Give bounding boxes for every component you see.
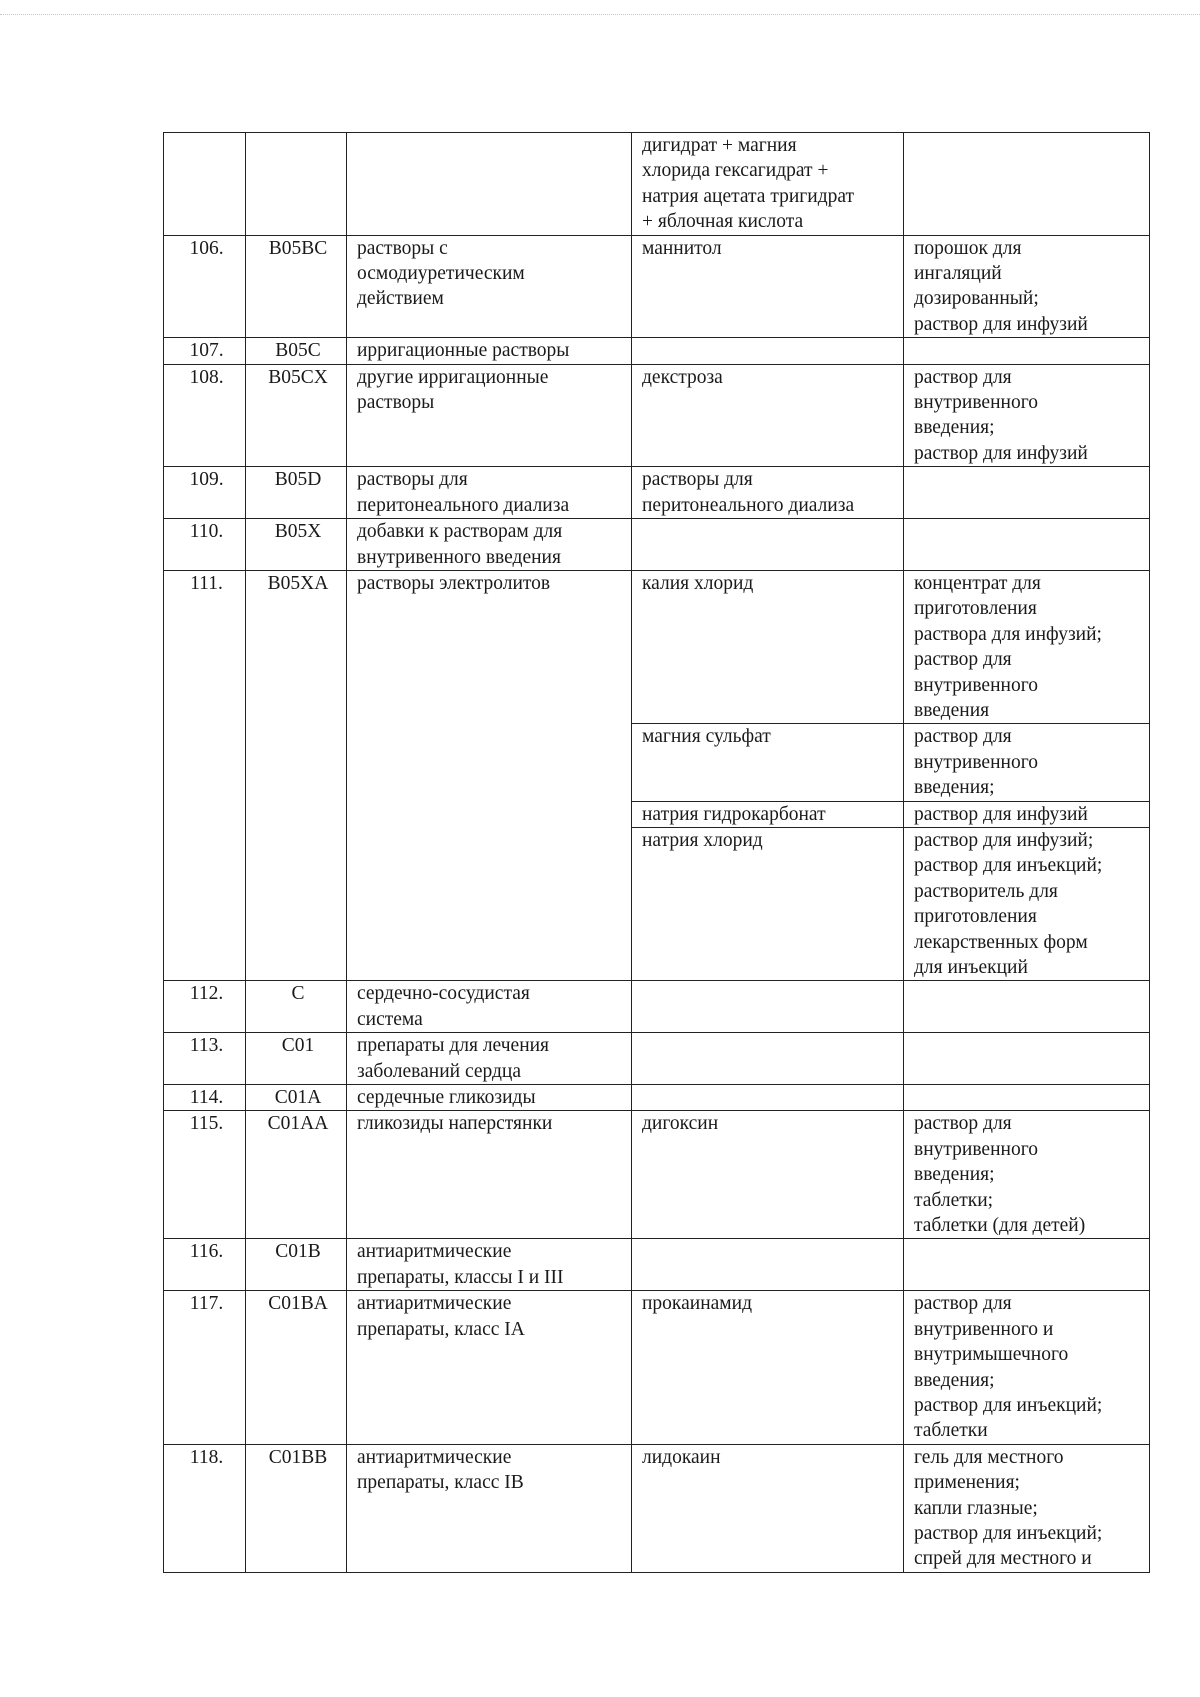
atc-code-cell: C01BA bbox=[246, 1291, 347, 1444]
substance-name-cell bbox=[632, 1239, 904, 1291]
dosage-forms-cell bbox=[904, 1085, 1150, 1111]
anatomic-group-cell: растворы электролитов bbox=[347, 570, 632, 981]
substance-name-cell: натрия хлорид bbox=[632, 827, 904, 980]
atc-code-cell: B05XA bbox=[246, 570, 347, 981]
row-number-cell: 109. bbox=[164, 467, 246, 519]
substance-name-cell bbox=[632, 519, 904, 571]
substance-name-cell: магния сульфат bbox=[632, 724, 904, 801]
table-row bbox=[164, 364, 1150, 467]
anatomic-group-cell: ирригационные растворы bbox=[347, 338, 632, 364]
atc-code-cell: C01B bbox=[246, 1239, 347, 1291]
atc-code-cell: C bbox=[246, 981, 347, 1033]
row-number-cell: 108. bbox=[164, 364, 246, 467]
substance-name-cell: растворы для перитонеального диализа bbox=[632, 467, 904, 519]
substance-name-cell: калия хлорид bbox=[632, 570, 904, 723]
atc-code-cell: C01AA bbox=[246, 1111, 347, 1239]
table-row bbox=[164, 1444, 1150, 1572]
dosage-forms-cell bbox=[904, 1239, 1150, 1291]
substance-name-cell bbox=[632, 338, 904, 364]
atc-code-cell: C01A bbox=[246, 1085, 347, 1111]
table-row bbox=[164, 467, 1150, 519]
atc-code-cell: B05X bbox=[246, 519, 347, 571]
anatomic-group-cell: антиаритмические препараты, класс IA bbox=[347, 1291, 632, 1444]
dosage-forms-cell bbox=[904, 338, 1150, 364]
row-number-cell: 116. bbox=[164, 1239, 246, 1291]
row-number-cell: 114. bbox=[164, 1085, 246, 1111]
dosage-forms-cell: раствор для инфузий; раствор для инъекций; растворитель для приготовления лекарственных форм для инъекций bbox=[904, 827, 1150, 980]
table-row bbox=[164, 338, 1150, 364]
dosage-forms-cell: раствор для внутривенного и внутримышечного введения; раствор для инъекций; таблетки bbox=[904, 1291, 1150, 1444]
table-row bbox=[164, 235, 1150, 338]
row-number-cell: 113. bbox=[164, 1033, 246, 1085]
substance-name-cell bbox=[632, 1033, 904, 1085]
anatomic-group-cell: растворы с осмодиуретическим действием bbox=[347, 235, 632, 338]
dosage-forms-cell bbox=[904, 519, 1150, 571]
table-row bbox=[164, 1291, 1150, 1444]
atc-code-cell bbox=[246, 133, 347, 236]
dosage-forms-cell: раствор для внутривенного введения; раствор для инфузий bbox=[904, 364, 1150, 467]
substance-name-cell: лидокаин bbox=[632, 1444, 904, 1572]
dosage-forms-cell: раствор для инфузий bbox=[904, 801, 1150, 827]
substance-name-cell bbox=[632, 1085, 904, 1111]
table-row bbox=[164, 570, 1150, 723]
dosage-forms-cell bbox=[904, 467, 1150, 519]
dosage-forms-cell bbox=[904, 1033, 1150, 1085]
anatomic-group-cell: добавки к растворам для внутривенного введения bbox=[347, 519, 632, 571]
table-row bbox=[164, 1239, 1150, 1291]
row-number-cell: 107. bbox=[164, 338, 246, 364]
row-number-cell: 110. bbox=[164, 519, 246, 571]
drug-list-table bbox=[163, 132, 1150, 1573]
row-number-cell: 118. bbox=[164, 1444, 246, 1572]
row-number-cell: 117. bbox=[164, 1291, 246, 1444]
atc-code-cell: C01BB bbox=[246, 1444, 347, 1572]
row-number-cell: 115. bbox=[164, 1111, 246, 1239]
atc-code-cell: B05D bbox=[246, 467, 347, 519]
atc-code-cell: B05C bbox=[246, 338, 347, 364]
anatomic-group-cell: препараты для лечения заболеваний сердца bbox=[347, 1033, 632, 1085]
substance-name-cell: маннитол bbox=[632, 235, 904, 338]
drug-list-body bbox=[164, 133, 1150, 1573]
substance-name-cell: натрия гидрокарбонат bbox=[632, 801, 904, 827]
dosage-forms-cell: раствор для внутривенного введения; bbox=[904, 724, 1150, 801]
row-number-cell: 111. bbox=[164, 570, 246, 981]
anatomic-group-cell: сердечно-сосудистая система bbox=[347, 981, 632, 1033]
atc-code-cell: B05BC bbox=[246, 235, 347, 338]
dosage-forms-cell: порошок для ингаляций дозированный; раствор для инфузий bbox=[904, 235, 1150, 338]
atc-code-cell: C01 bbox=[246, 1033, 347, 1085]
dosage-forms-cell: концентрат для приготовления раствора для инфузий; раствор для внутривенного введения bbox=[904, 570, 1150, 723]
row-number-cell: 112. bbox=[164, 981, 246, 1033]
anatomic-group-cell: сердечные гликозиды bbox=[347, 1085, 632, 1111]
table-row bbox=[164, 1033, 1150, 1085]
dosage-forms-cell bbox=[904, 133, 1150, 236]
substance-name-cell bbox=[632, 981, 904, 1033]
substance-name-cell: дигидрат + магния хлорида гексагидрат + натрия ацетата тригидрат + яблочная кислота bbox=[632, 133, 904, 236]
dosage-forms-cell bbox=[904, 981, 1150, 1033]
table-row bbox=[164, 1111, 1150, 1239]
substance-name-cell: прокаинамид bbox=[632, 1291, 904, 1444]
dosage-forms-cell: гель для местного применения; капли глазные; раствор для инъекций; спрей для местного и bbox=[904, 1444, 1150, 1572]
row-number-cell bbox=[164, 133, 246, 236]
table-row bbox=[164, 133, 1150, 236]
anatomic-group-cell: растворы для перитонеального диализа bbox=[347, 467, 632, 519]
anatomic-group-cell: антиаритмические препараты, класс IB bbox=[347, 1444, 632, 1572]
row-number-cell: 106. bbox=[164, 235, 246, 338]
atc-code-cell: B05CX bbox=[246, 364, 347, 467]
table-row bbox=[164, 1085, 1150, 1111]
anatomic-group-cell: антиаритмические препараты, классы I и III bbox=[347, 1239, 632, 1291]
anatomic-group-cell: другие ирригационные растворы bbox=[347, 364, 632, 467]
substance-name-cell: декстроза bbox=[632, 364, 904, 467]
page-top-rule bbox=[0, 14, 1200, 15]
table-row bbox=[164, 519, 1150, 571]
dosage-forms-cell: раствор для внутривенного введения; таблетки; таблетки (для детей) bbox=[904, 1111, 1150, 1239]
substance-name-cell: дигоксин bbox=[632, 1111, 904, 1239]
anatomic-group-cell: гликозиды наперстянки bbox=[347, 1111, 632, 1239]
table-row bbox=[164, 981, 1150, 1033]
anatomic-group-cell bbox=[347, 133, 632, 236]
